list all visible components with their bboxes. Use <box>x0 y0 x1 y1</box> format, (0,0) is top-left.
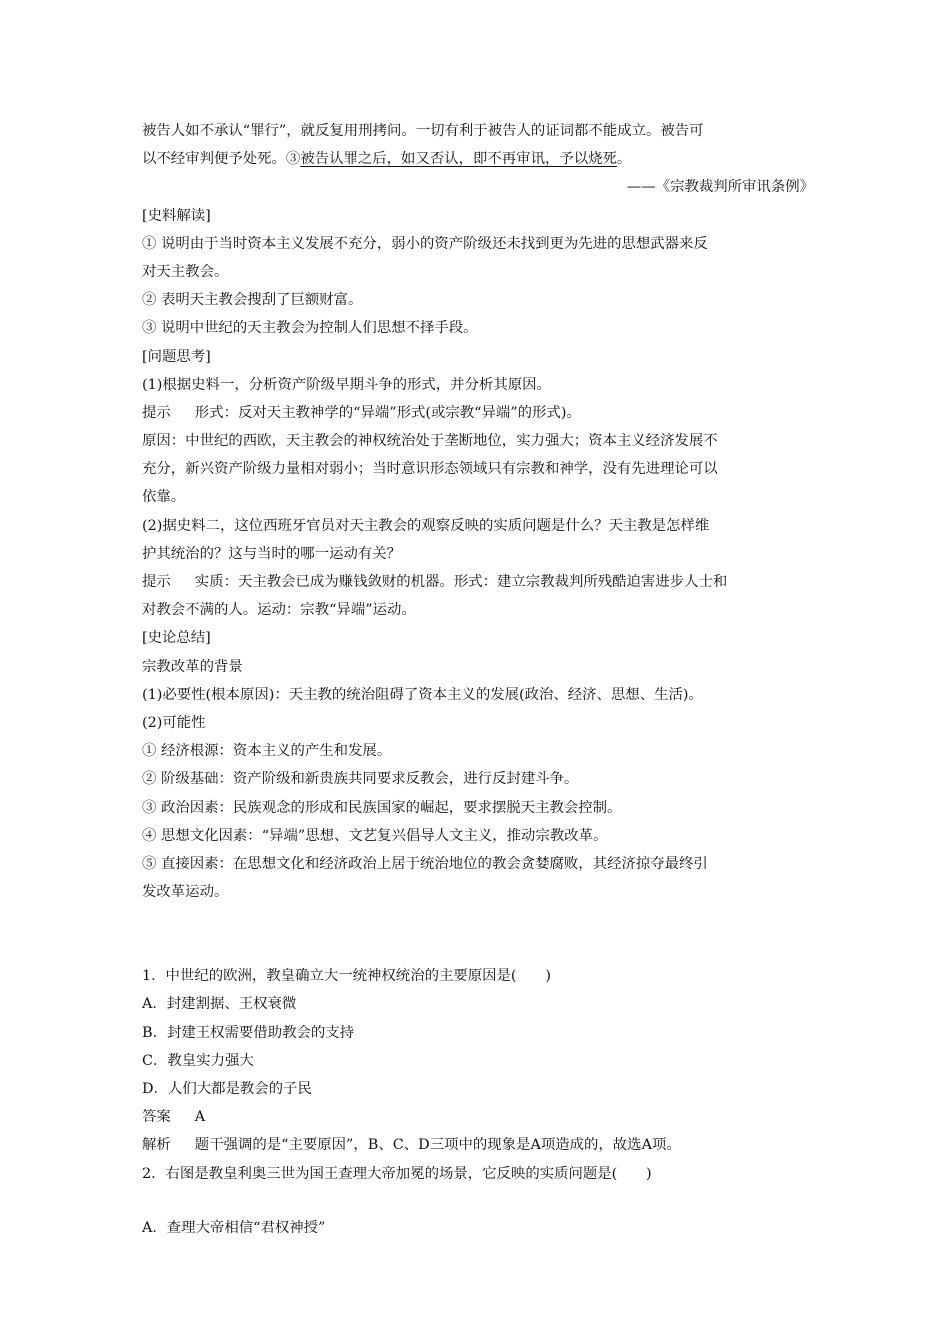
interpretation-item-3: ③ 说明中世纪的天主教会为控制人们思想不择手段。 <box>142 320 478 337</box>
source-citation: ——《宗教裁判所审讯条例》 <box>626 179 814 196</box>
hint-text: 形式：反对天主教神学的“异端”形式(或宗教“异端”的形式)。 <box>194 404 581 421</box>
question-1: (1)根据史料一，分析资产阶级早期斗争的形式，并分析其原因。 <box>142 376 551 393</box>
exercise-1-analysis <box>142 1131 814 1159</box>
questions-heading: [问题思考] <box>142 348 211 365</box>
source-line-2-post: 。 <box>616 151 632 168</box>
summary-necessity: (1)必要性(根本原因)：天主教的统治阻碍了资本主义的发展(政治、经济、思想、生活)。 <box>142 686 703 703</box>
interpretation-item-1a: ① 说明由于当时资本主义发展不充分，弱小的资产阶级还未找到更为先进的思想武器来反 <box>142 235 708 252</box>
exercise-1-option-c: C．教皇实力强大 <box>142 1052 254 1069</box>
exercise-1-answer <box>142 1103 814 1131</box>
question-2a: (2)据史料二，这位西班牙官员对天主教会的观察反映的实质问题是什么？天主教是怎样维 <box>142 517 710 534</box>
question-1-reason-c: 依靠。 <box>142 489 186 506</box>
summary-point-5b: 发改革运动。 <box>142 884 229 901</box>
source-underlined-text: 被告认罪之后，如又否认，即不再审讯，予以烧死 <box>300 151 617 168</box>
question-1-reason-b: 充分，新兴资产阶级力量相对弱小；当时意识形态领域只有宗教和神学，没有先进理论可以 <box>142 461 718 478</box>
question-2b: 护其统治的？这与当时的哪一运动有关？ <box>142 545 402 562</box>
summary-point-4: ④ 思想文化因素：“异端”思想、文艺复兴倡导人文主义，推动宗教改革。 <box>142 827 608 844</box>
source-line-1: 被告人如不承认“罪行”，就反复用刑拷问。一切有利于被告人的证词都不能成立。被告可 <box>142 123 704 139</box>
summary-point-2: ② 阶级基础：资产阶级和新贵族共同要求反教会，进行反封建斗争。 <box>142 771 579 788</box>
question-1-hint <box>142 399 814 427</box>
exercise-1-option-b: B．封建王权需要借助教会的支持 <box>142 1024 355 1041</box>
question-gap <box>142 1188 814 1214</box>
source-line-2-pre: 以不经审判便予处死。③ <box>142 151 301 168</box>
interpretation-heading: [史料解读] <box>142 207 211 224</box>
analysis-label: 解析 <box>142 1137 171 1154</box>
answer-value: A <box>194 1109 206 1126</box>
interpretation-item-2: ② 表明天主教会搜刮了巨额财富。 <box>142 292 363 309</box>
exercise-1-option-d: D．人们大都是教会的子民 <box>142 1081 312 1097</box>
hint-label: 提示 <box>142 574 171 590</box>
document-page <box>142 117 814 1242</box>
source-line-2 <box>142 145 814 173</box>
hint-label: 提示 <box>142 404 171 421</box>
summary-heading: [史论总结] <box>142 630 211 647</box>
exercise-2-option-a: A．查理大帝相信“君权神授” <box>142 1219 326 1236</box>
analysis-text: 题干强调的是“主要原因”，B、C、D三项中的现象是A项造成的，故选A项。 <box>194 1137 681 1154</box>
exercise-1-option-a: A．封建割据、王权衰微 <box>142 996 297 1013</box>
summary-point-5a: ⑤ 直接因素：在思想文化和经济政治上居于统治地位的教会贪婪腐败，其经济掠夺最终引 <box>142 855 708 872</box>
exercise-2-question: 2．右图是教皇利奥三世为国王查理大帝加冕的场景，它反映的实质问题是( ) <box>142 1165 652 1182</box>
summary-possibility: (2)可能性 <box>142 714 206 731</box>
summary-title: 宗教改革的背景 <box>142 658 243 675</box>
summary-point-1: ① 经济根源：资本主义的产生和发展。 <box>142 743 392 760</box>
summary-point-3: ③ 政治因素：民族观念的形成和民族国家的崛起，要求摆脱天主教会控制。 <box>142 799 622 816</box>
exercise-1-question: 1．中世纪的欧洲，教皇确立大一统神权统治的主要原因是( ) <box>142 968 551 985</box>
section-gap <box>142 906 814 962</box>
answer-label: 答案 <box>142 1109 171 1126</box>
question-1-reason-a: 原因：中世纪的西欧，天主教会的神权统治处于垄断地位，实力强大；资本主义经济发展不 <box>142 433 718 450</box>
question-2-hint-b: 对教会不满的人。运动：宗教“异端”运动。 <box>142 602 416 619</box>
hint-text: 实质：天主教会已成为赚钱敛财的机器。形式：建立宗教裁判所残酷迫害进步人士和 <box>194 574 728 590</box>
interpretation-item-1b: 对天主教会。 <box>142 263 229 280</box>
question-2-hint-a <box>142 568 814 596</box>
